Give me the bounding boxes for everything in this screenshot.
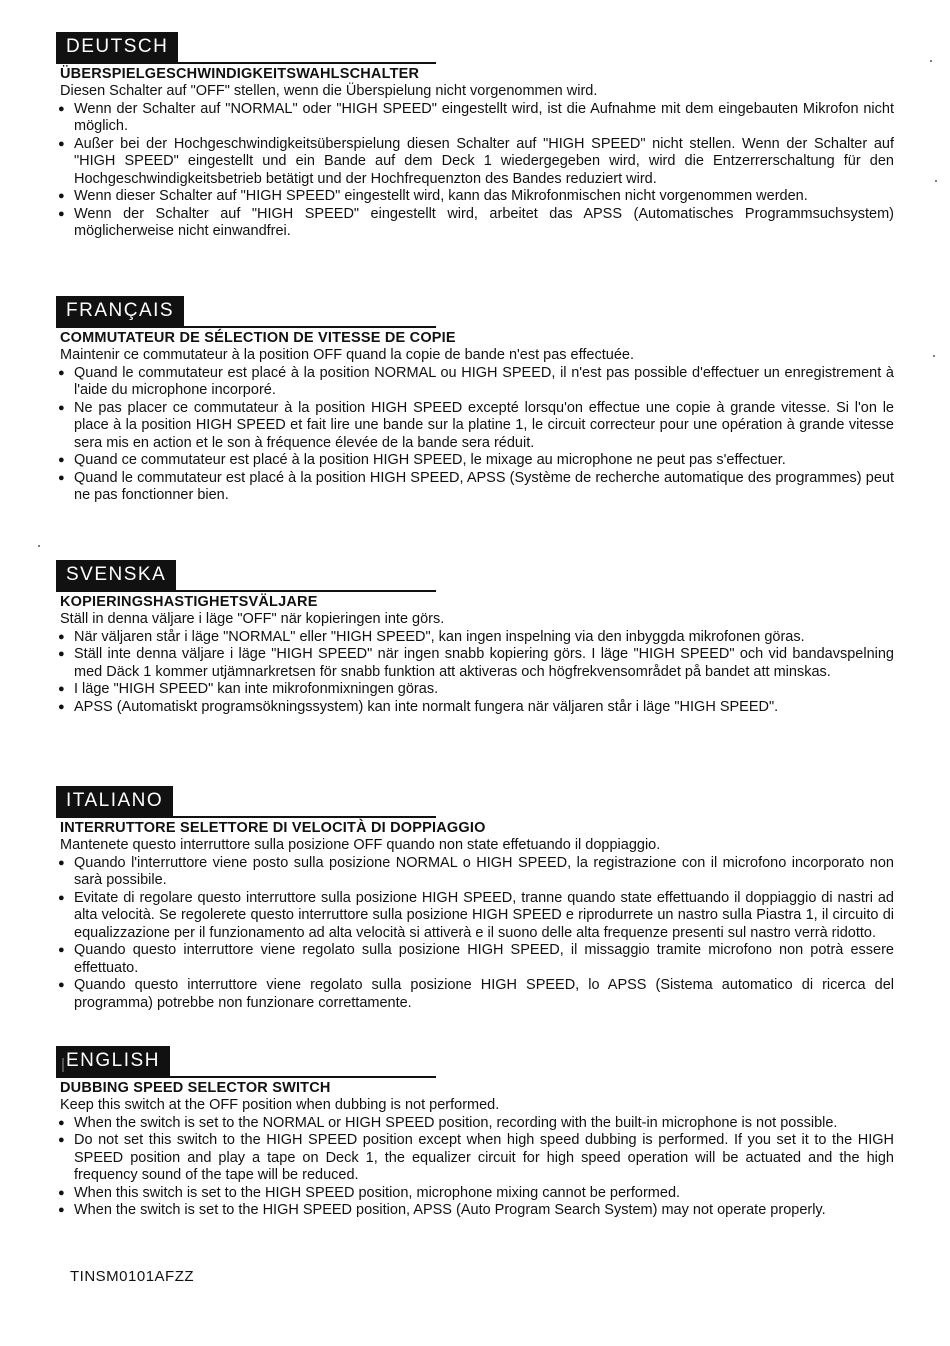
list-item: ● Quand le commutateur est placé à la position HIGH SPEED, APSS (Système de recherche automatique des programmes) peut ne pas fonctionner bien.: [58, 470, 894, 505]
language-label: ITALIANO: [56, 786, 173, 816]
list-item: ● Evitate di regolare questo interruttore sulla posizione HIGH SPEED, tranne quando state effettuando il doppiaggio di nastri ad alta velocità. Se regolerete questo interruttore sulla posizione HIGH SPEED e riprodurrete un nastro sulla Piastra 1, il circuito di equalizzazione per il funzionamento ad alta velocità si attiverà e il suono delle alta frequenze presenti sul nastro verrà ridotto.: [58, 890, 894, 943]
bullet-list: [56, 365, 894, 505]
section-svenska: [56, 560, 894, 716]
bullet-list: [56, 1115, 894, 1220]
scan-speck: [933, 355, 935, 357]
section-intro: Keep this switch at the OFF position when dubbing is not performed.: [60, 1097, 500, 1113]
list-item: ● When the switch is set to the NORMAL or HIGH SPEED position, recording with the built-in microphone is not possible.: [58, 1115, 894, 1133]
list-item: ● Quando questo interruttore viene regolato sulla posizione HIGH SPEED, lo APSS (Sistema automatico di ricerca del programma) potrebbe non funzionare correttamente.: [58, 977, 894, 1012]
bullet-list: [56, 855, 894, 1013]
list-item: ● When the switch is set to the HIGH SPEED position, APSS (Auto Program Search System) may not operate properly.: [58, 1202, 894, 1220]
list-item: ● APSS (Automatiskt programsökningssystem) kan inte normalt fungera när väljaren står i läge "HIGH SPEED".: [58, 699, 894, 717]
list-item: ● Wenn der Schalter auf "HIGH SPEED" eingestellt wird, arbeitet das APSS (Automatisches Programmsuchsystem) möglicherweise nicht einwandfrei.: [58, 206, 894, 241]
list-item: ● I läge "HIGH SPEED" kan inte mikrofonmixningen göras.: [58, 681, 894, 699]
language-label: DEUTSCH: [56, 32, 178, 62]
section-deutsch: [56, 32, 894, 241]
section-intro: Mantenete questo interruttore sulla posizione OFF quando non state effetuando il doppiaggio.: [60, 837, 661, 853]
list-item: ● Ne pas placer ce commutateur à la position HIGH SPEED excepté lorsqu'on effectue une copie à grande vitesse. Si l'on le place à la position HIGH SPEED et fait lire une bande sur la platine 1, le circuit correcteur pour une opération à grande vitesse sera mis en action et le son à fréquence élevée de la bande sera réduit.: [58, 400, 894, 453]
section-francais: [56, 296, 894, 505]
scan-speck: [62, 1058, 64, 1072]
section-italiano: [56, 786, 894, 1012]
section-rule: [56, 1076, 436, 1078]
document-code: TINSM0101AFZZ: [70, 1268, 195, 1285]
language-label: ENGLISH: [56, 1046, 170, 1076]
language-label: FRANÇAIS: [56, 296, 184, 326]
scan-speck: [930, 60, 932, 62]
language-label: SVENSKA: [56, 560, 176, 590]
section-intro: Maintenir ce commutateur à la position OFF quand la copie de bande n'est pas effectuée.: [60, 347, 634, 363]
section-heading: KOPIERINGSHASTIGHETSVÄLJARE: [60, 594, 318, 610]
list-item: ● When this switch is set to the HIGH SPEED position, microphone mixing cannot be performed.: [58, 1185, 894, 1203]
scan-speck: [935, 180, 937, 182]
list-item: ● Quando l'interruttore viene posto sulla posizione NORMAL o HIGH SPEED, la registrazione con il microfono incorporato non sarà possibile.: [58, 855, 894, 890]
section-heading: DUBBING SPEED SELECTOR SWITCH: [60, 1080, 331, 1096]
list-item: ● Wenn dieser Schalter auf "HIGH SPEED" eingestellt wird, kann das Mikrofonmischen nicht vorgenommen werden.: [58, 188, 894, 206]
section-heading: INTERRUTTORE SELETTORE DI VELOCITÀ DI DOPPIAGGIO: [60, 820, 486, 836]
section-rule: [56, 326, 436, 328]
bullet-list: [56, 629, 894, 717]
list-item: ● Quand le commutateur est placé à la position NORMAL ou HIGH SPEED, il n'est pas possible d'effectuer un enregistrement à l'aide du microphone incorporé.: [58, 365, 894, 400]
list-item: ● Quand ce commutateur est placé à la position HIGH SPEED, le mixage au microphone ne peut pas s'effectuer.: [58, 452, 894, 470]
section-intro: Ställ in denna väljare i läge "OFF" när kopieringen inte görs.: [60, 611, 445, 627]
bullet-list: [56, 101, 894, 241]
list-item: ● Außer bei der Hochgeschwindigkeitsüberspielung diesen Schalter auf "HIGH SPEED" nicht stellen. Wenn der Schalter auf "HIGH SPEED" eingestellt und ein Bande auf dem Deck 1 wiedergegeben wird, wird die Entzerrerschaltung für den Hochgeschwindigkeitsbetrieb betätigt und der Hochfrequenzton des Bandes reduziert wird.: [58, 136, 894, 189]
scan-speck: [38, 545, 40, 547]
section-rule: [56, 590, 436, 592]
list-item: ● När väljaren står i läge "NORMAL" eller "HIGH SPEED", kan ingen inspelning via den inbyggda mikrofonen göras.: [58, 629, 894, 647]
list-item: ● Wenn der Schalter auf "NORMAL" oder "HIGH SPEED" eingestellt wird, ist die Aufnahme mit dem eingebauten Mikrofon nicht möglich.: [58, 101, 894, 136]
section-rule: [56, 62, 436, 64]
section-rule: [56, 816, 436, 818]
section-english: [56, 1046, 894, 1220]
list-item: ● Do not set this switch to the HIGH SPEED position except when high speed dubbing is performed. If you set it to the HIGH SPEED position and play a tape on Deck 1, the equalizer circuit for high speed operation will be actuated and the high frequency sound of the tape will be reduced.: [58, 1132, 894, 1185]
section-heading: COMMUTATEUR DE SÉLECTION DE VITESSE DE COPIE: [60, 330, 456, 346]
section-intro: Diesen Schalter auf "OFF" stellen, wenn die Überspielung nicht vorgenommen wird.: [60, 83, 598, 99]
section-heading: ÜBERSPIELGESCHWINDIGKEITSWAHLSCHALTER: [60, 66, 420, 82]
list-item: ● Ställ inte denna väljare i läge "HIGH SPEED" när ingen snabb kopiering görs. I läge "HIGH SPEED" och vid bandavspelning med Däck 1 kommer utjämnarkretsen för snabb funktion att aktiveras och högfrekvensområdet på bandet att minskas.: [58, 646, 894, 681]
list-item: ● Quando questo interruttore viene regolato sulla posizione HIGH SPEED, il missaggio tramite microfono non potrà essere effettuato.: [58, 942, 894, 977]
